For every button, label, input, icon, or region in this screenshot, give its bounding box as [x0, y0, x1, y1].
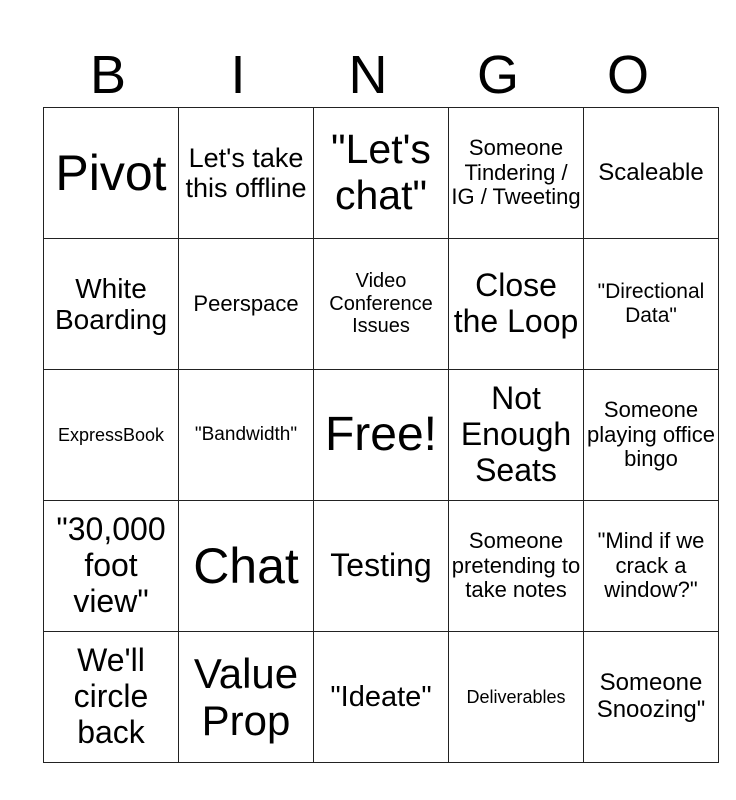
bingo-cell[interactable]: We'll circle back [44, 632, 179, 763]
header-letter-b: B [89, 45, 127, 105]
header-letter-i: I [230, 45, 246, 105]
bingo-row [44, 632, 719, 763]
bingo-cell[interactable]: Peerspace [179, 239, 314, 370]
bingo-cell[interactable]: Pivot [44, 108, 179, 239]
bingo-cell[interactable]: "Mind if we crack a window?" [584, 501, 719, 632]
bingo-cell[interactable]: ExpressBook [44, 370, 179, 501]
bingo-cell[interactable]: Someone playing office bingo [584, 370, 719, 501]
bingo-cell[interactable]: Deliverables [449, 632, 584, 763]
bingo-cell[interactable]: Someone Tindering / IG / Tweeting [449, 108, 584, 239]
bingo-cell[interactable]: Not Enough Seats [449, 370, 584, 501]
bingo-header [43, 42, 693, 108]
bingo-cell[interactable]: "Let's chat" [314, 108, 449, 239]
bingo-cell[interactable]: Value Prop [179, 632, 314, 763]
bingo-cell[interactable]: "Directional Data" [584, 239, 719, 370]
bingo-card [43, 107, 719, 763]
bingo-cell[interactable]: Scaleable [584, 108, 719, 239]
bingo-cell free-space[interactable]: Free! [314, 370, 449, 501]
bingo-cell[interactable]: Video Conference Issues [314, 239, 449, 370]
bingo-row [44, 370, 719, 501]
bingo-cell[interactable]: "Bandwidth" [179, 370, 314, 501]
bingo-cell[interactable]: White Boarding [44, 239, 179, 370]
bingo-row [44, 501, 719, 632]
bingo-row [44, 239, 719, 370]
bingo-cell[interactable]: "30,000 foot view" [44, 501, 179, 632]
header-letter-g: G [476, 45, 519, 105]
header-letter-o: O [606, 45, 649, 105]
bingo-cell[interactable]: Chat [179, 501, 314, 632]
bingo-cell[interactable]: Someone Snoozing" [584, 632, 719, 763]
bingo-row [44, 108, 719, 239]
bingo-cell[interactable]: Testing [314, 501, 449, 632]
bingo-cell[interactable]: Close the Loop [449, 239, 584, 370]
bingo-cell[interactable]: Someone pretending to take notes [449, 501, 584, 632]
header-letter-n: N [348, 45, 388, 105]
bingo-cell[interactable]: "Ideate" [314, 632, 449, 763]
bingo-cell[interactable]: Let's take this offline [179, 108, 314, 239]
